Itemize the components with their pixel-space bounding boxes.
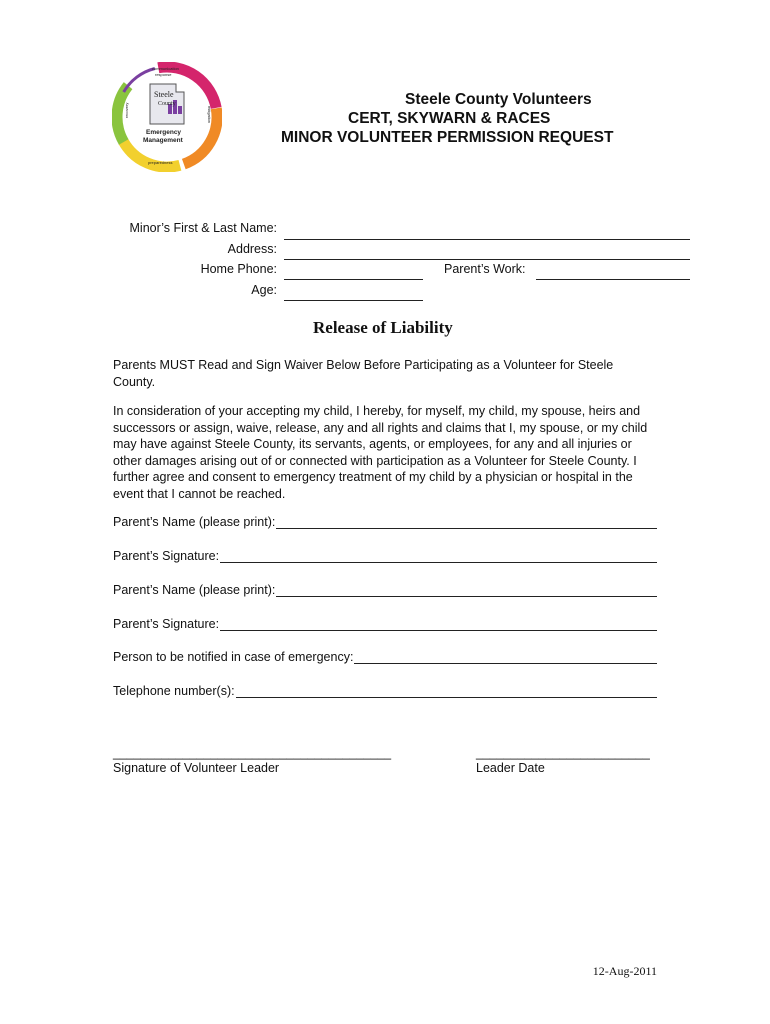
release-title: Release of Liability (313, 318, 453, 337)
age-label: Age: (251, 283, 277, 297)
telephone-label: Telephone number(s): (113, 684, 235, 698)
parent-name-2-field[interactable] (276, 583, 657, 597)
parent-work-label: Parent’s Work: (444, 262, 526, 276)
logo-ring-communication: communication (152, 66, 179, 71)
footer-date: 12-Aug-2011 (592, 964, 657, 978)
telephone-field[interactable] (236, 684, 657, 698)
address-label: Address: (227, 242, 277, 256)
logo-ring-recovery: recovery (124, 102, 129, 118)
logo-ring-response: response (155, 72, 172, 77)
parent-sig-2-row (113, 617, 657, 631)
logo-text-emergency: Emergency (146, 129, 182, 136)
leader-date-label: Leader Date (476, 761, 545, 775)
leader-date-line[interactable]: _________________________ (476, 746, 650, 760)
logo-text-steele: Steele (154, 90, 174, 99)
parent-name-1-field[interactable] (276, 515, 657, 529)
header-line-1: Steele County Volunteers (405, 91, 592, 108)
minor-name-label: Minor’s First & Last Name: (129, 221, 277, 235)
parent-name-1-label: Parent’s Name (please print): (113, 515, 276, 529)
logo-text-county: County (158, 101, 176, 107)
address-field[interactable] (284, 259, 690, 260)
age-field[interactable] (284, 300, 423, 301)
parent-sig-1-row (113, 549, 657, 563)
emergency-contact-row (113, 650, 657, 664)
parent-name-2-row (113, 583, 657, 597)
logo-ring-preparedness: preparedness (148, 160, 173, 165)
parent-sig-2-field[interactable] (220, 617, 657, 631)
leader-signature-line[interactable]: ________________________________________ (113, 746, 392, 760)
logo-text-management: Management (143, 137, 183, 144)
release-intro: Parents MUST Read and Sign Waiver Below Before Participating as a Volunteer for Steele County. (113, 358, 614, 389)
parent-sig-1-field[interactable] (220, 549, 657, 563)
parent-work-field[interactable] (536, 279, 690, 280)
leader-signature-label: Signature of Volunteer Leader (113, 761, 280, 775)
parent-name-1-row (113, 515, 657, 529)
logo-ring-mitigation: mitigation (207, 106, 212, 124)
parent-sig-2-label: Parent’s Signature: (113, 617, 220, 631)
header-line-2: CERT, SKYWARN & RACES (348, 110, 551, 127)
header-line-3: MINOR VOLUNTEER PERMISSION REQUEST (281, 129, 614, 146)
emergency-contact-label: Person to be notified in case of emergency: (113, 650, 354, 664)
home-phone-label: Home Phone: (200, 262, 277, 276)
emergency-contact-field[interactable] (354, 650, 657, 664)
minor-name-field[interactable] (284, 239, 690, 240)
release-body: In consideration of your accepting my child, I hereby, for myself, my child, my spouse, heirs and successors or assign, waive, release, any and all rights and claims that I, my spouse, or my child may have against Steele County, its servants, agents, or employees, for any and all injuries or other damages arising out of or connected with participation as a Volunteer for Steele County. I further agree and consent to emergency treatment of my child by a physician or hospital in the event that I cannot be reached. (113, 404, 648, 501)
parent-sig-1-label: Parent’s Signature: (113, 549, 220, 563)
home-phone-field[interactable] (284, 279, 423, 280)
parent-name-2-label: Parent’s Name (please print): (113, 583, 276, 597)
emergency-management-logo (112, 62, 222, 172)
telephone-row (113, 684, 657, 698)
